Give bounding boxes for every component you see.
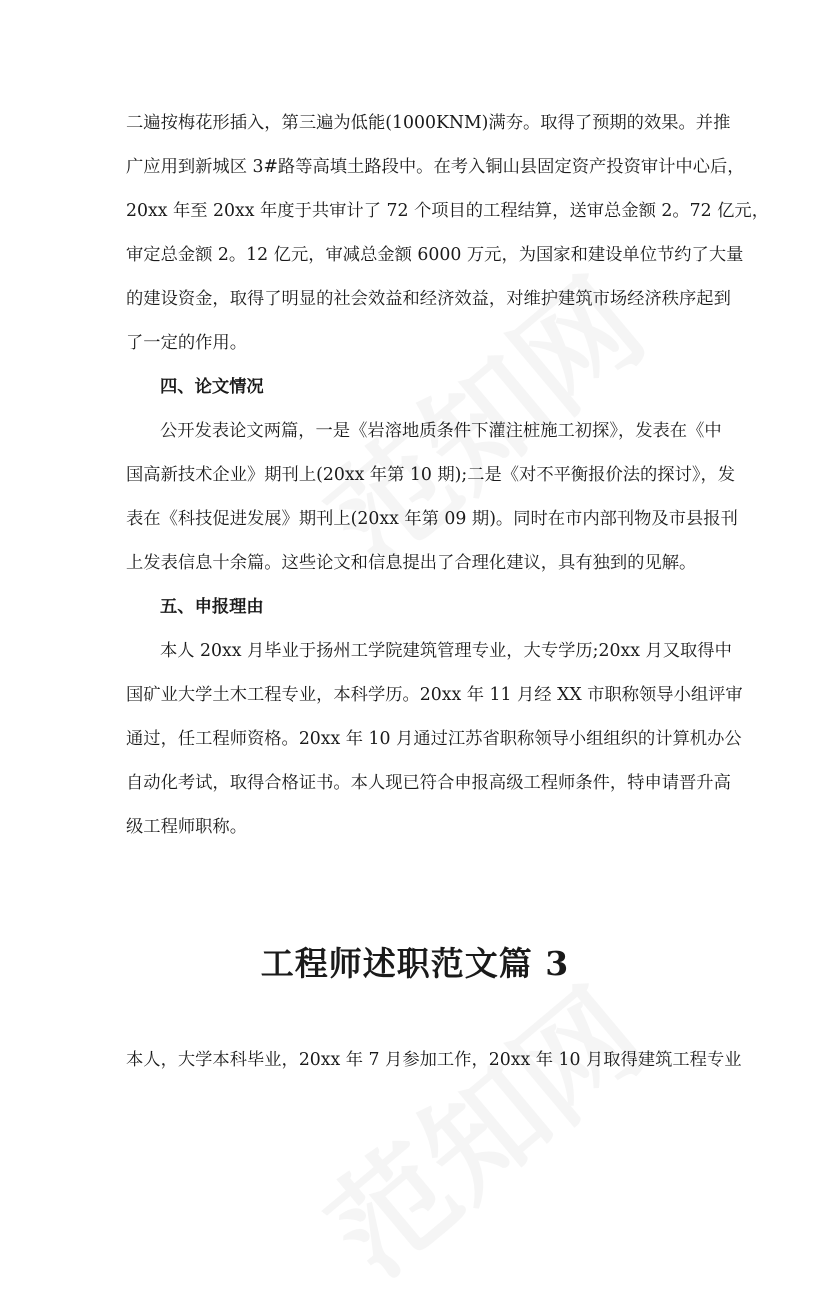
- section-heading: 四、论文情况: [160, 377, 264, 397]
- paragraph-line: 审定总金额 2。12 亿元，审减总金额 6000 万元，为国家和建设单位节约了大量: [126, 245, 744, 265]
- paragraph-line: 自动化考试，取得合格证书。本人现已符合申报高级工程师条件，特申请晋升高: [126, 773, 731, 793]
- paragraph-line: 国矿业大学土木工程专业，本科学历。20xx 年 11 月经 XX 市职称领导小组评审: [126, 685, 743, 705]
- paragraph-line: 20xx 年至 20xx 年度于共审计了 72 个项目的工程结算，送审总金额 2。72 亿元，: [126, 201, 769, 221]
- paragraph-line: 上发表信息十余篇。这些论文和信息提出了合理化建议，具有独到的见解。: [126, 553, 697, 573]
- paragraph-line: 表在《科技促进发展》期刊上(20xx 年第 09 期)。同时在市内部刊物及市县报刊: [126, 509, 738, 529]
- paragraph-line: 本人 20xx 月毕业于扬州工学院建筑管理专业，大专学历;20xx 月又取得中: [160, 641, 732, 661]
- section-title: 工程师述职范文篇 3: [260, 944, 570, 983]
- paragraph-line: 级工程师职称。: [126, 817, 247, 837]
- paragraph-line: 本人，大学本科毕业，20xx 年 7 月参加工作，20xx 年 10 月取得建筑工程专业: [126, 1050, 742, 1070]
- paragraph-line: 公开发表论文两篇，一是《岩溶地质条件下灌注桩施工初探》，发表在《中: [160, 421, 722, 441]
- section-heading: 五、申报理由: [160, 597, 264, 617]
- watermark: [287, 944, 673, 1307]
- paragraph-line: 了一定的作用。: [126, 333, 247, 353]
- paragraph-line: 通过，任工程师资格。20xx 年 10 月通过江苏省职称领导小组组织的计算机办公: [126, 729, 742, 749]
- paragraph-line: 广应用到新城区 3#路等高填土路段中。在考入铜山县固定资产投资审计中心后，: [126, 157, 745, 177]
- paragraph-line: 二遍按梅花形插入，第三遍为低能(1000KNM)满夯。取得了预期的效果。并推: [126, 113, 731, 133]
- paragraph-line: 的建设资金，取得了明显的社会效益和经济效益，对维护建筑市场经济秩序起到: [126, 289, 731, 309]
- paragraph-line: 国高新技术企业》期刊上(20xx 年第 10 期);二是《对不平衡报价法的探讨》，发: [126, 465, 736, 485]
